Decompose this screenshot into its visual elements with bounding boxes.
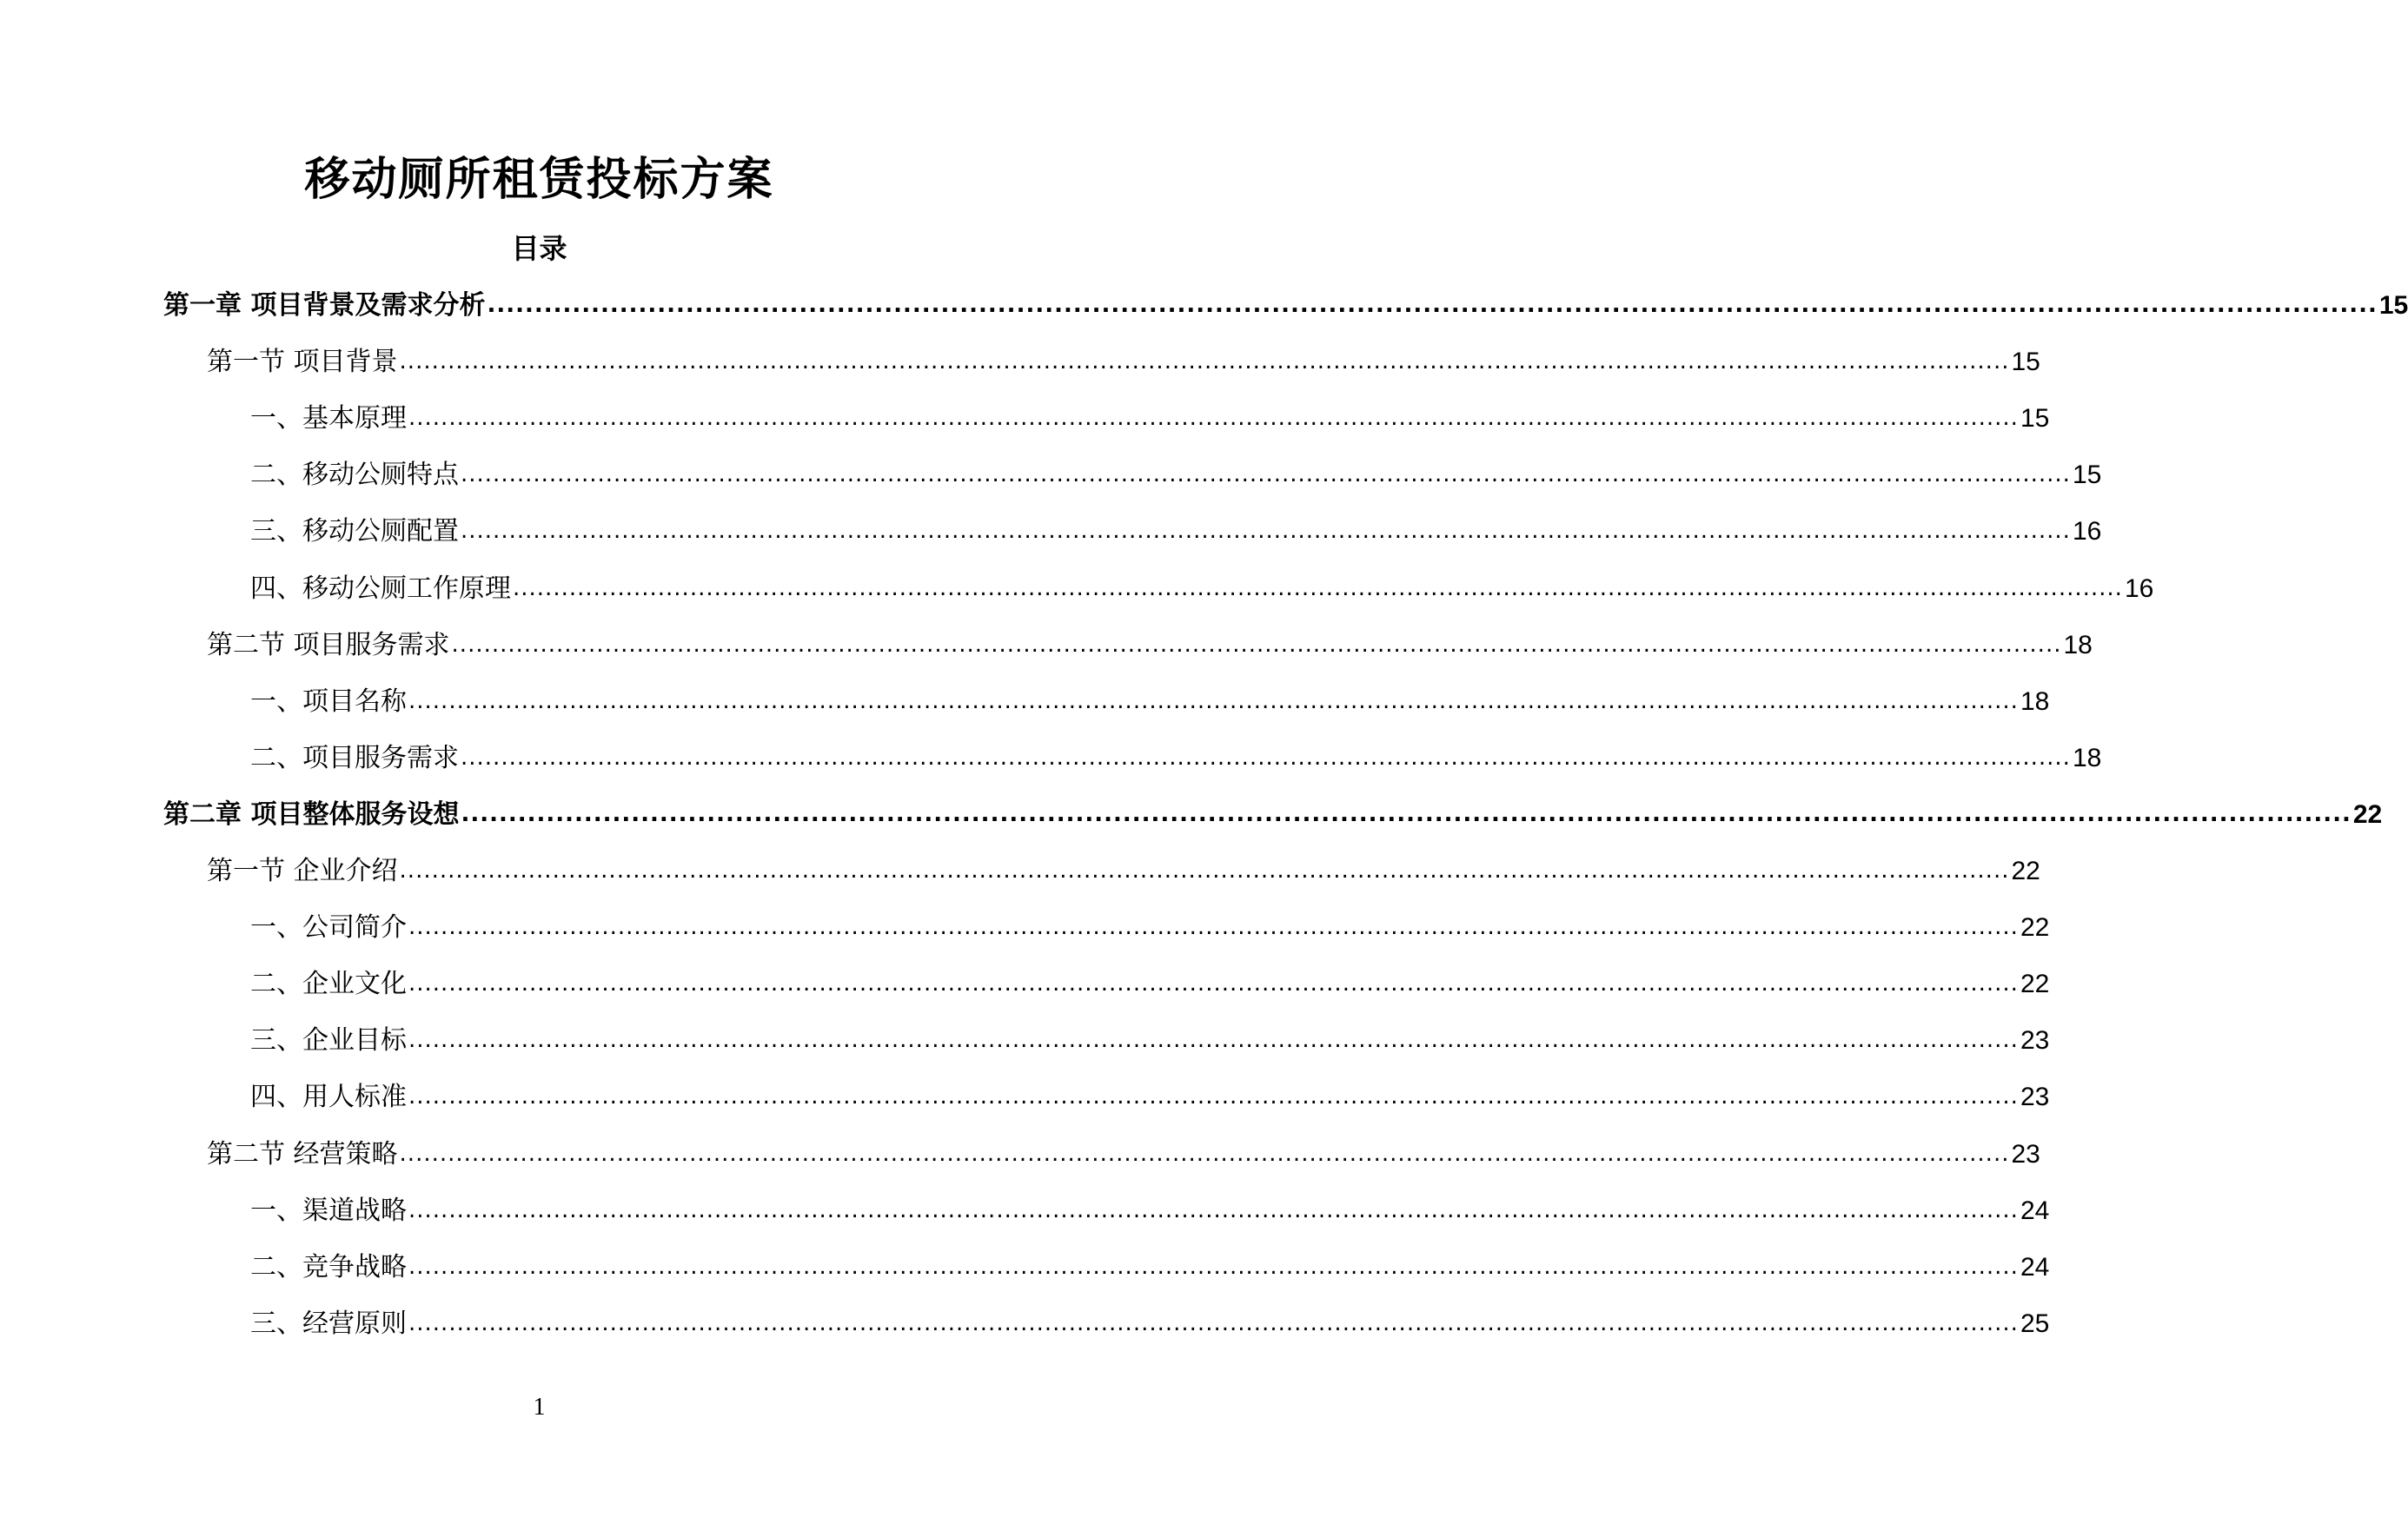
- toc-dot-leader: ........................................................................................................................................................................................................: [408, 1083, 2019, 1110]
- toc-entry[interactable]: [207, 625, 2093, 666]
- toc-dot-leader: ........................................................................................................................................................................................................: [451, 632, 2062, 658]
- toc-entry[interactable]: [250, 1303, 2050, 1345]
- toc-entry-label: 第二节 经营策略: [207, 1139, 398, 1170]
- toc-entry[interactable]: [207, 341, 2040, 383]
- toc-entry[interactable]: [250, 398, 2050, 440]
- toc-entry-label: 四、移动公厕工作原理: [250, 573, 511, 604]
- toc-entry-label: 一、基本原理: [250, 403, 407, 434]
- toc-dot-leader: ........................................................................................................................................................................................................: [399, 858, 2010, 884]
- toc-entry-label: 一、渠道战略: [250, 1196, 407, 1226]
- toc-dot-leader: ........................................................................................................................................................................................................: [408, 405, 2019, 431]
- toc-entry-label: 二、企业文化: [250, 969, 407, 999]
- toc-entry-label: 第一节 企业介绍: [207, 856, 398, 886]
- toc-page-number: 18: [2020, 687, 2050, 716]
- toc-entry-label: 第二节 项目服务需求: [207, 630, 450, 660]
- toc-heading: 目录: [511, 232, 567, 265]
- toc-entry[interactable]: [250, 511, 2102, 553]
- toc-page-number: 18: [2063, 631, 2093, 659]
- toc-dot-leader: ........................................................................................................................................................................................................: [399, 348, 2010, 374]
- toc-page-number: 22: [2020, 970, 2050, 998]
- toc-dot-leader: ........................................................................................................................................................................................................: [461, 745, 2071, 771]
- toc-dot-leader: ........................................................................................................................................................................................................: [513, 575, 2123, 601]
- toc-page-number: 15: [2020, 404, 2050, 433]
- toc-entry[interactable]: [250, 1020, 2050, 1062]
- toc-page-number: 15: [2378, 291, 2408, 320]
- toc-entry[interactable]: [250, 568, 2154, 610]
- toc-entry-label: 三、企业目标: [250, 1025, 407, 1056]
- toc-entry-label: 二、移动公厕特点: [250, 460, 459, 490]
- toc-entry[interactable]: [207, 851, 2040, 892]
- toc-entry-label: 第一节 项目背景: [207, 347, 398, 377]
- toc-page-number: 18: [2072, 744, 2102, 772]
- toc-entry-label: 一、项目名称: [250, 686, 407, 717]
- toc-dot-leader: ........................................................................................................................................................................................................: [408, 1310, 2019, 1336]
- toc-dot-leader: ........................................................................................................................................................................................................: [399, 1141, 2010, 1167]
- toc-entry[interactable]: [163, 794, 2383, 836]
- toc-dot-leader: ........................................................................................................................................................................................................: [408, 914, 2019, 940]
- toc-entry-label: 第二章 项目整体服务设想: [163, 799, 460, 830]
- toc-entry[interactable]: [250, 1247, 2050, 1289]
- toc-entry[interactable]: [250, 907, 2050, 949]
- toc-entry-label: 二、项目服务需求: [250, 743, 459, 773]
- toc-dot-leader: ........................................................................................................................................................................................................: [408, 1254, 2019, 1280]
- toc-page-number: 24: [2020, 1196, 2050, 1225]
- page-number: 1: [533, 1394, 546, 1421]
- toc-dot-leader: ........................................................................................................................................................................................................: [461, 518, 2071, 544]
- toc-page-number: 16: [2124, 574, 2154, 603]
- toc-dot-leader: ........................................................................................................................................................................................................: [461, 801, 2352, 827]
- toc-entry[interactable]: [250, 1190, 2050, 1232]
- toc-entry-label: 二、竞争战略: [250, 1252, 407, 1282]
- toc-dot-leader: ........................................................................................................................................................................................................: [408, 971, 2019, 997]
- toc-entry[interactable]: [250, 681, 2050, 723]
- toc-page-number: 22: [2011, 857, 2040, 885]
- toc-page-number: 15: [2072, 461, 2102, 489]
- toc-entry[interactable]: [250, 454, 2102, 496]
- toc-page-number: 22: [2020, 913, 2050, 942]
- document-title: 移动厕所租赁投标方案: [304, 154, 774, 206]
- toc-dot-leader: ........................................................................................................................................................................................................: [408, 688, 2019, 714]
- toc-page-number: 22: [2352, 800, 2383, 829]
- toc-page-number: 23: [2020, 1026, 2050, 1055]
- toc-entry-label: 三、移动公厕配置: [250, 516, 459, 547]
- toc-entry-label: 四、用人标准: [250, 1082, 407, 1112]
- toc-dot-leader: ........................................................................................................................................................................................................: [408, 1027, 2019, 1053]
- toc-entry[interactable]: [250, 1077, 2050, 1118]
- toc-page-number: 23: [2020, 1083, 2050, 1111]
- toc-dot-leader: ........................................................................................................................................................................................................: [408, 1197, 2019, 1223]
- toc-entry[interactable]: [250, 964, 2050, 1005]
- toc-page-number: 25: [2020, 1309, 2050, 1338]
- toc-entry[interactable]: [250, 738, 2102, 779]
- toc-entry[interactable]: [207, 1134, 2040, 1176]
- toc-page-number: 24: [2020, 1253, 2050, 1282]
- toc-entry-label: 第一章 项目背景及需求分析: [163, 290, 486, 321]
- toc-page-number: 16: [2072, 517, 2102, 546]
- toc-dot-leader: ........................................................................................................................................................................................................: [461, 461, 2071, 487]
- toc-page-number: 23: [2011, 1140, 2040, 1169]
- toc-dot-leader: ........................................................................................................................................................................................................: [487, 292, 2378, 318]
- toc-page-number: 15: [2011, 348, 2040, 376]
- toc-entry[interactable]: [163, 285, 2408, 327]
- toc-entry-label: 三、经营原则: [250, 1309, 407, 1339]
- toc-entry-label: 一、公司简介: [250, 912, 407, 943]
